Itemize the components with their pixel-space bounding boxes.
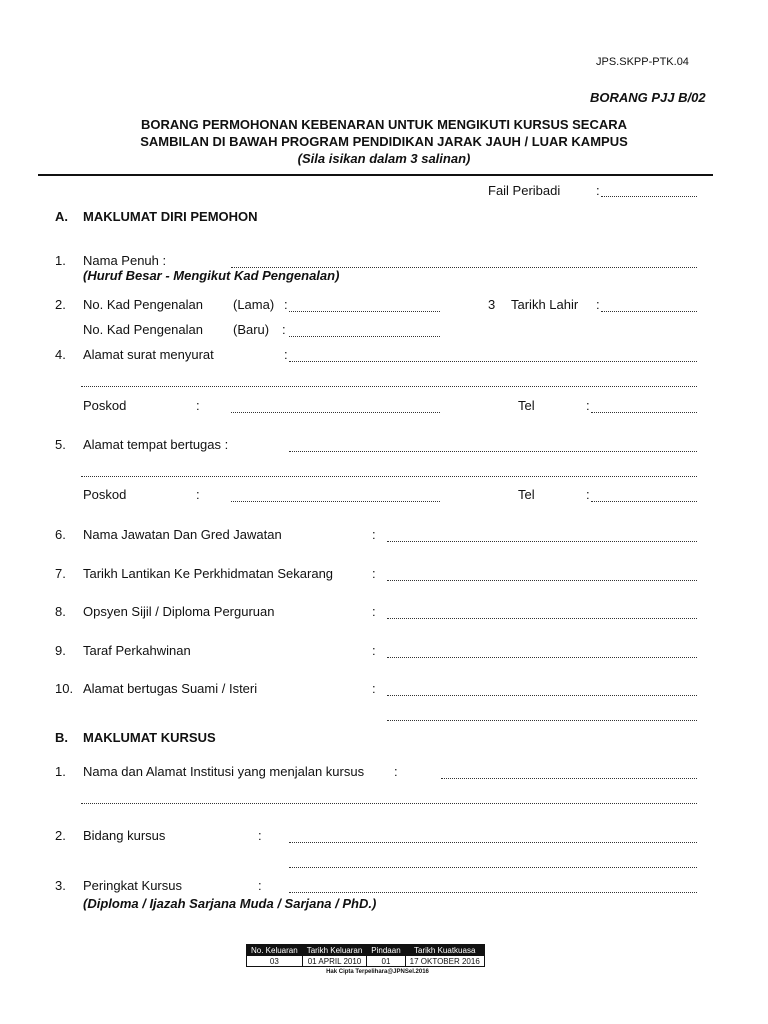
tel-label-2: Tel — [518, 487, 535, 502]
tel-colon-1: : — [586, 398, 590, 413]
opsyen-colon: : — [372, 604, 376, 619]
tarikh-lahir-label: Tarikh Lahir — [511, 297, 579, 312]
tel-field-2[interactable] — [591, 501, 697, 502]
alamat-bertugas-field-1[interactable] — [289, 451, 697, 452]
alamat-pasangan-colon: : — [372, 681, 376, 696]
q-a5-number: 5. — [55, 437, 66, 452]
nama-penuh-note: (Huruf Besar - Mengikut Kad Pengenalan) — [83, 268, 340, 283]
q-a6-number: 6. — [55, 527, 66, 542]
bidang-kursus-colon: : — [258, 828, 262, 843]
section-b-heading: MAKLUMAT KURSUS — [83, 730, 216, 745]
q-b1-number: 1. — [55, 764, 66, 779]
q-b3-number: 3. — [55, 878, 66, 893]
peringkat-kursus-label: Peringkat Kursus — [83, 878, 182, 893]
tarikh-kuatkuasa-value: 17 OKTOBER 2016 — [405, 956, 484, 967]
tarikh-lantikan-field[interactable] — [387, 580, 697, 581]
poskod-colon-1: : — [196, 398, 200, 413]
poskod-field-1[interactable] — [231, 412, 440, 413]
q-b2-number: 2. — [55, 828, 66, 843]
tarikh-lahir-colon: : — [596, 297, 600, 312]
alamat-surat-label: Alamat surat menyurat — [83, 347, 214, 362]
alamat-pasangan-label: Alamat bertugas Suami / Isteri — [83, 681, 258, 696]
kad-pengenalan-baru-field[interactable] — [289, 336, 440, 337]
tarikh-lantikan-label: Tarikh Lantikan Ke Perkhidmatan Sekarang — [83, 566, 334, 581]
tel-field-1[interactable] — [591, 412, 697, 413]
q-a4-number: 4. — [55, 347, 66, 362]
taraf-perkahwinan-field[interactable] — [387, 657, 697, 658]
bidang-kursus-label: Bidang kursus — [83, 828, 166, 843]
baru-colon: : — [282, 322, 286, 337]
q-a10-number: 10. — [55, 681, 74, 696]
document-control-header-row — [247, 945, 485, 956]
form-title-line-1: BORANG PERMOHONAN KEBENARAN UNTUK MENGIKUTI KURSUS SECARA — [140, 117, 628, 132]
tarikh-lantikan-colon: : — [372, 566, 376, 581]
institusi-field-1[interactable] — [441, 778, 697, 779]
lama-label: (Lama) — [233, 297, 275, 312]
tarikh-kuatkuasa-header: Tarikh Kuatkuasa — [405, 945, 484, 956]
institusi-label: Nama dan Alamat Institusi yang menjalan kursus — [83, 764, 365, 779]
poskod-colon-2: : — [196, 487, 200, 502]
section-a-heading: MAKLUMAT DIRI PEMOHON — [83, 209, 258, 224]
nama-jawatan-label: Nama Jawatan Dan Gred Jawatan — [83, 527, 282, 542]
fail-peribadi-field[interactable] — [601, 196, 697, 197]
tarikh-keluaran-header: Tarikh Keluaran — [302, 945, 367, 956]
institusi-field-2[interactable] — [81, 803, 697, 804]
alamat-pasangan-field-2[interactable] — [387, 720, 697, 721]
taraf-perkahwinan-label: Taraf Perkahwinan — [83, 643, 191, 658]
poskod-label-2: Poskod — [83, 487, 127, 502]
no-keluaran-value: 03 — [247, 956, 303, 967]
form-subtitle: (Sila isikan dalam 3 salinan) — [297, 151, 471, 166]
nama-jawatan-colon: : — [372, 527, 376, 542]
poskod-field-2[interactable] — [231, 501, 440, 502]
lama-colon: : — [284, 297, 288, 312]
q-a2-number: 2. — [55, 297, 66, 312]
nama-jawatan-field[interactable] — [387, 541, 697, 542]
peringkat-kursus-note: (Diploma / Ijazah Sarjana Muda / Sarjana / PhD.) — [83, 896, 377, 911]
tel-label-1: Tel — [518, 398, 535, 413]
baru-label: (Baru) — [233, 322, 270, 337]
nama-penuh-label: Nama Penuh : — [83, 253, 167, 268]
section-a-letter: A. — [55, 209, 68, 224]
kad-pengenalan-lama-field[interactable] — [289, 311, 440, 312]
q-a3-number: 3 — [488, 297, 496, 312]
form-title-line-2: SAMBILAN DI BAWAH PROGRAM PENDIDIKAN JARAK JAUH / LUAR KAMPUS — [140, 134, 628, 149]
peringkat-kursus-field[interactable] — [289, 892, 697, 893]
alamat-surat-colon: : — [284, 347, 288, 362]
bidang-kursus-field-2[interactable] — [289, 867, 697, 868]
no-keluaran-header: No. Keluaran — [247, 945, 303, 956]
alamat-bertugas-field-2[interactable] — [81, 476, 697, 477]
fail-peribadi-label: Fail Peribadi — [488, 183, 561, 198]
copyright-notice: Hak Cipta Terpelihara@JPNSel.2016 — [326, 969, 429, 975]
poskod-label-1: Poskod — [83, 398, 127, 413]
nama-penuh-field[interactable] — [231, 267, 697, 268]
document-control-value-row — [247, 956, 485, 967]
section-b-letter: B. — [55, 730, 68, 745]
q-a8-number: 8. — [55, 604, 66, 619]
q-a9-number: 9. — [55, 643, 66, 658]
opsyen-label: Opsyen Sijil / Diploma Perguruan — [83, 604, 275, 619]
alamat-surat-field-1[interactable] — [289, 361, 697, 362]
document-code: JPS.SKPP-PTK.04 — [596, 56, 689, 68]
header-divider — [38, 174, 713, 176]
taraf-perkahwinan-colon: : — [372, 643, 376, 658]
pindaan-header: Pindaan — [367, 945, 405, 956]
tel-colon-2: : — [586, 487, 590, 502]
document-control-table — [246, 944, 485, 967]
alamat-bertugas-label: Alamat tempat bertugas : — [83, 437, 229, 452]
pindaan-value: 01 — [367, 956, 405, 967]
alamat-pasangan-field-1[interactable] — [387, 695, 697, 696]
form-code: BORANG PJJ B/02 — [590, 90, 706, 105]
q-a7-number: 7. — [55, 566, 66, 581]
kad-pengenalan-lama-label: No. Kad Pengenalan — [83, 297, 203, 312]
bidang-kursus-field-1[interactable] — [289, 842, 697, 843]
fail-peribadi-colon: : — [596, 183, 600, 198]
institusi-colon: : — [394, 764, 398, 779]
peringkat-kursus-colon: : — [258, 878, 262, 893]
tarikh-lahir-field[interactable] — [601, 311, 697, 312]
q-a1-number: 1. — [55, 253, 66, 268]
kad-pengenalan-baru-label: No. Kad Pengenalan — [83, 322, 203, 337]
opsyen-field[interactable] — [387, 618, 697, 619]
alamat-surat-field-2[interactable] — [81, 386, 697, 387]
tarikh-keluaran-value: 01 APRIL 2010 — [302, 956, 367, 967]
